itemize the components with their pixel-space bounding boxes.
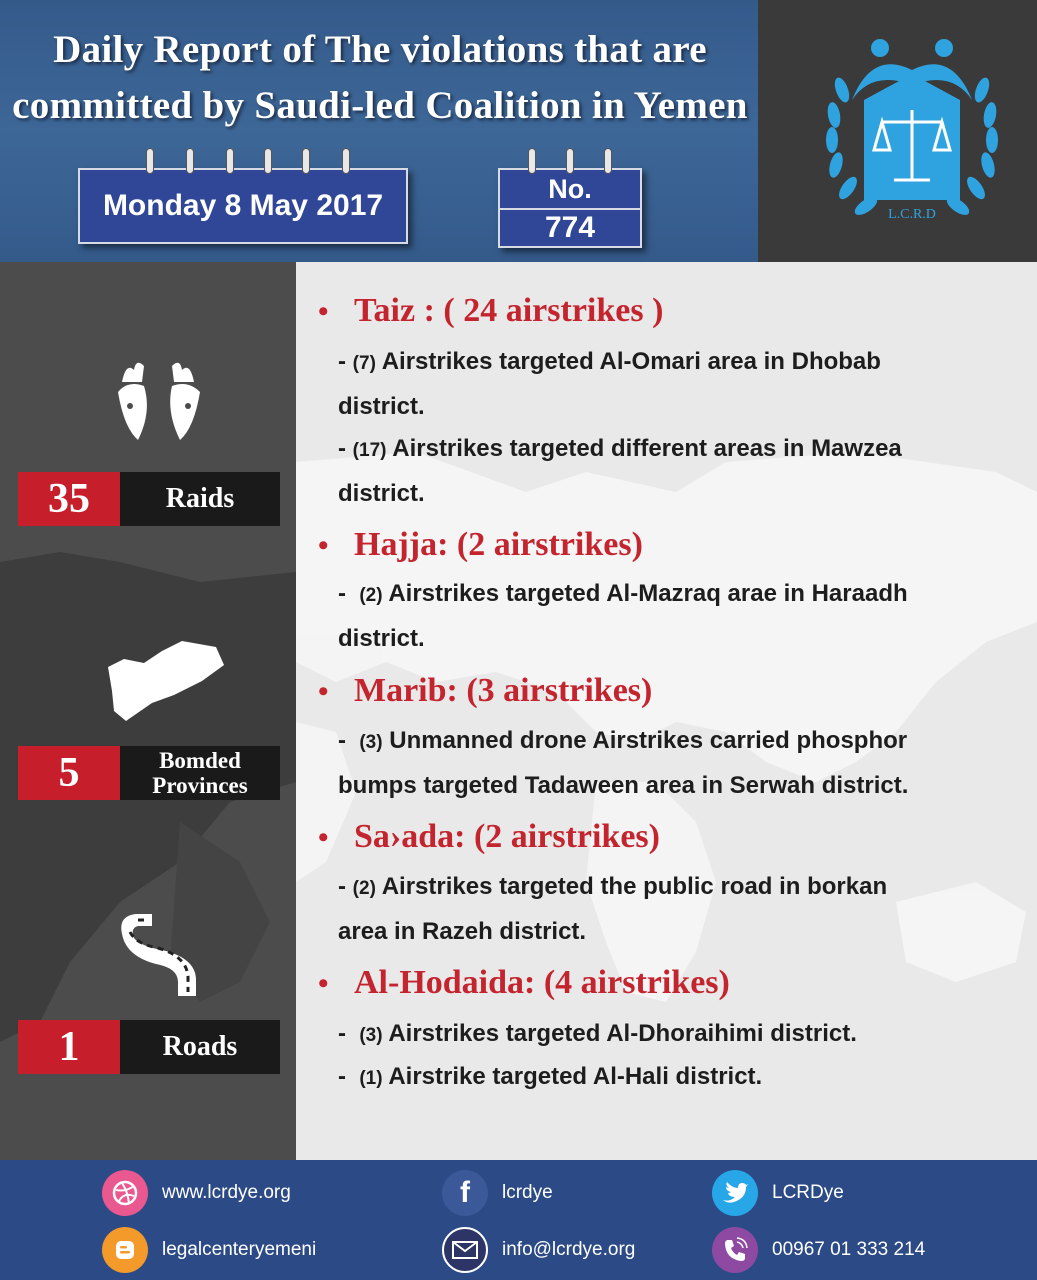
yemen-map-icon	[104, 637, 228, 725]
item-text: Airstrikes targeted different areas in Mawzea	[392, 435, 902, 462]
calendar-ring	[302, 148, 310, 174]
region-taiz-title-text: Taiz : ( 24 airstrikes )	[354, 292, 664, 329]
report-number-value: 774	[544, 211, 596, 244]
contact-facebook[interactable]	[442, 1170, 553, 1216]
item-text: Airstrikes targeted Al-Mazraq arae in Haraadh	[388, 580, 908, 607]
item-text: Airstrikes targeted Al-Dhoraihimi district.	[388, 1020, 857, 1047]
calendar-ring	[264, 148, 272, 174]
item-count: (2)	[352, 878, 376, 899]
stat-roads-value: 1	[18, 1020, 120, 1074]
list-item: - (1) Airstrike targeted Al-Hali district.	[338, 1063, 763, 1090]
calendar-ring	[342, 148, 350, 174]
phone-icon	[712, 1227, 758, 1273]
region-hajja-title	[318, 526, 643, 564]
region-taiz-title	[318, 292, 663, 330]
header-title-panel	[0, 0, 758, 262]
region-saada-title-text: Sa›ada: (2 airstrikes)	[354, 818, 660, 855]
facebook-icon: f	[442, 1170, 488, 1216]
bullet-icon: •	[318, 821, 329, 854]
region-hajja-title-text: Hajja: (2 airstrikes)	[354, 526, 643, 563]
item-text: Airstrikes targeted the public road in borkan	[381, 873, 888, 900]
bullet-icon: •	[318, 967, 329, 1000]
item-count: (7)	[352, 353, 376, 374]
region-hodaida-title	[318, 964, 730, 1002]
report-number-label: No.	[500, 170, 640, 210]
item-text-continued: district.	[338, 480, 425, 507]
region-hodaida-title-text: Al-Hodaida: (4 airstrikes)	[354, 964, 730, 1001]
list-item: - (3) Airstrikes targeted Al-Dhoraihimi district.	[338, 1020, 857, 1047]
contact-email[interactable]	[442, 1227, 635, 1273]
page-title	[10, 22, 750, 134]
list-item: - (2) Airstrikes targeted Al-Mazraq arae in Haraadh district.	[338, 580, 908, 652]
dribbble-icon	[102, 1170, 148, 1216]
list-item: - (2) Airstrikes targeted the public road in borkan area in Razeh district.	[338, 873, 888, 945]
blogger-icon	[102, 1227, 148, 1273]
item-text-continued: bumps targeted Tadaween area in Serwah district.	[338, 772, 909, 799]
region-marib-title-text: Marib: (3 airstrikes)	[354, 672, 653, 709]
stat-raids-value: 35	[18, 472, 120, 526]
road-icon	[112, 910, 208, 998]
item-count: (2)	[359, 585, 383, 606]
blogger-text[interactable]: legalcenteryemeni	[162, 1239, 317, 1260]
mail-icon	[442, 1227, 488, 1273]
stats-panel	[0, 262, 296, 1160]
item-count: (3)	[359, 732, 383, 753]
website-text[interactable]: www.lcrdye.org	[162, 1182, 291, 1203]
list-item: - (3) Unmanned drone Airstrikes carried phosphor bumps targeted Tadaween area in Serwah district.	[338, 727, 909, 799]
bullet-icon: •	[318, 529, 329, 562]
item-text-continued: area in Razeh district.	[338, 918, 587, 945]
violations-panel	[296, 262, 1037, 1160]
stat-provinces-label	[120, 746, 280, 800]
contact-blogger[interactable]	[102, 1227, 316, 1273]
calendar-ring	[566, 148, 574, 174]
contact-phone[interactable]	[712, 1227, 925, 1273]
email-text[interactable]: info@lcrdye.org	[502, 1239, 636, 1260]
calendar-ring	[528, 148, 536, 174]
item-text-continued: district.	[338, 393, 425, 420]
list-item: - (17) Airstrikes targeted different areas in Mawzea district.	[338, 435, 902, 507]
item-text: Unmanned drone Airstrikes carried phosphor	[389, 727, 908, 754]
list-item: - (7) Airstrikes targeted Al-Omari area in Dhobab district.	[338, 348, 881, 420]
report-date: Monday 8 May 2017	[78, 168, 408, 244]
contact-website[interactable]	[102, 1170, 291, 1216]
stat-raids	[18, 472, 280, 526]
report-number	[498, 168, 642, 248]
stat-raids-label: Raids	[120, 472, 280, 526]
item-text: Airstrike targeted Al-Hali district.	[388, 1063, 763, 1090]
stat-provinces-value: 5	[18, 746, 120, 800]
item-count: (17)	[352, 440, 387, 461]
stat-provinces	[18, 746, 280, 800]
logo-initials: L.C.R.D	[888, 207, 936, 222]
twitter-text[interactable]: LCRDye	[772, 1182, 844, 1203]
facebook-text[interactable]: lcrdye	[502, 1182, 553, 1203]
item-count: (3)	[359, 1025, 383, 1046]
lcrd-logo	[812, 30, 1012, 240]
stat-provinces-label-line1: Bomded	[159, 748, 241, 773]
bullet-icon: •	[318, 675, 329, 708]
calendar-ring	[604, 148, 612, 174]
calendar-ring	[146, 148, 154, 174]
calendar-ring	[186, 148, 194, 174]
stat-roads-label: Roads	[120, 1020, 280, 1074]
title-line-2: committed by Saudi-led Coalition in Yemen	[12, 84, 748, 127]
calendar-ring	[226, 148, 234, 174]
item-count: (1)	[359, 1068, 383, 1089]
twitter-icon	[712, 1170, 758, 1216]
item-text: Airstrikes targeted Al-Omari area in Dhobab	[381, 348, 881, 375]
phone-text[interactable]: 00967 01 333 214	[772, 1239, 926, 1260]
contact-twitter[interactable]	[712, 1170, 844, 1216]
item-text-continued: district.	[338, 625, 425, 652]
region-marib-title	[318, 672, 652, 710]
missiles-icon	[108, 352, 212, 448]
region-saada-title	[318, 818, 660, 856]
footer-contacts	[0, 1160, 1037, 1280]
header	[0, 0, 1037, 262]
stat-roads	[18, 1020, 280, 1074]
bullet-icon: •	[318, 295, 329, 328]
stat-provinces-label-line2: Provinces	[152, 773, 248, 798]
title-line-1: Daily Report of The violations that are	[53, 28, 707, 71]
